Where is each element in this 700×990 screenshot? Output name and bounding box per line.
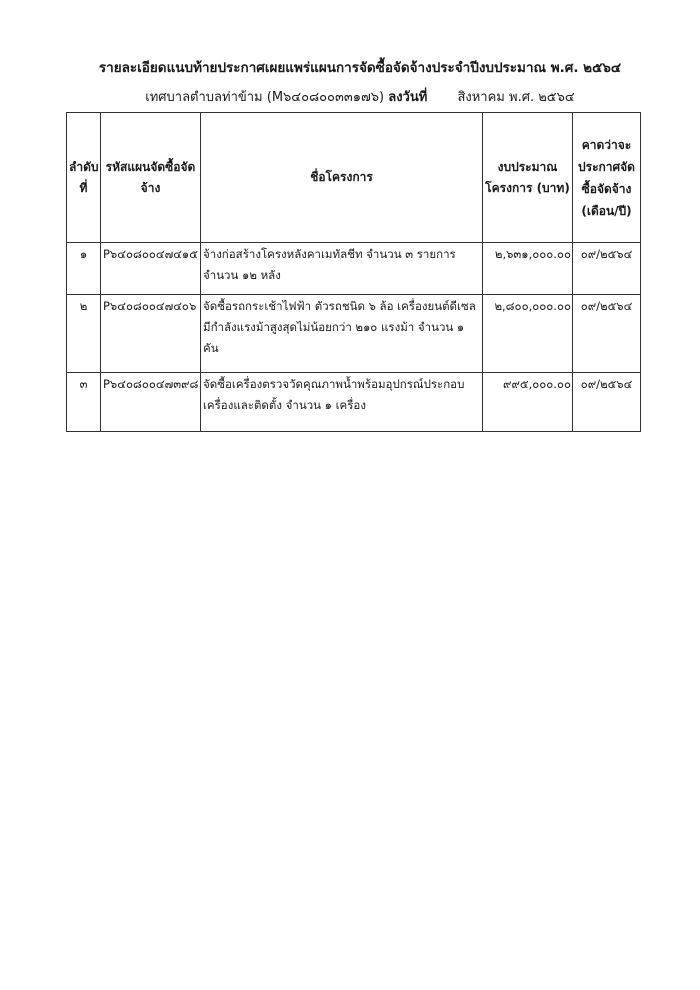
cell-name: จ้างก่อสร้างโครงหลังคาเมทัลชีท จำนวน ๓ รายการ จำนวน ๑๒ หลัง: [201, 243, 483, 295]
table-header-row: [67, 113, 641, 243]
table-row: [67, 373, 641, 432]
col-header-period: คาดว่าจะประกาศจัดซื้อจัดจ้าง (เดือน/ปี): [573, 113, 641, 243]
cell-seq: ๓: [67, 373, 101, 432]
date-label: ลงวันที่: [388, 90, 428, 105]
cell-code: P๖๔๐๘๐๐๔๗๔๑๕: [101, 243, 201, 295]
col-header-code: รหัสแผนจัดซื้อจัดจ้าง: [101, 113, 201, 243]
cell-name: จัดซื้อเครื่องตรวจวัดคุณภาพน้ำพร้อมอุปกรณ์ประกอบ เครื่องและติดตั้ง จำนวน ๑ เครื่อง: [201, 373, 483, 432]
cell-budget: ๙๙๕,๐๐๐.๐๐: [483, 373, 573, 432]
document-title: รายละเอียดแนบท้ายประกาศเผยแพร่แผนการจัดซื้อจัดจ้างประจำปีงบประมาณ พ.ศ. ๒๕๖๔: [98, 60, 622, 76]
col-header-seq: ลำดับที่: [67, 113, 101, 243]
cell-period: ๐๙/๒๕๖๔: [573, 243, 641, 295]
table-row: [67, 243, 641, 295]
cell-seq: ๑: [67, 243, 101, 295]
cell-budget: ๒,๖๓๑,๐๐๐.๐๐: [483, 243, 573, 295]
cell-budget: ๒,๘๐๐,๐๐๐.๐๐: [483, 295, 573, 373]
cell-name: จัดซื้อรถกระเช้าไฟฟ้า ตัวรถชนิด ๖ ล้อ เครื่องยนต์ดีเซล มีกำลังแรงม้าสูงสุดไม่น้อยกว่า ๒๑๐ แรงม้า จำนวน ๑ คัน: [201, 295, 483, 373]
cell-code: P๖๔๐๘๐๐๔๗๓๙๘: [101, 373, 201, 432]
col-header-name: ชื่อโครงการ: [201, 113, 483, 243]
cell-code: P๖๔๐๘๐๐๔๗๔๐๖: [101, 295, 201, 373]
cell-period: ๐๙/๒๕๖๔: [573, 295, 641, 373]
document-subtitle: [60, 88, 660, 108]
agency-name: เทศบาลตำบลท่าข้าม (M๖๔๐๘๐๐๓๓๑๗๖): [145, 90, 385, 105]
procurement-plan-table: [66, 112, 641, 432]
col-header-budget: งบประมาณโครงการ (บาท): [483, 113, 573, 243]
table-row: [67, 295, 641, 373]
cell-period: ๐๙/๒๕๖๔: [573, 373, 641, 432]
date-value: สิงหาคม พ.ศ. ๒๕๖๔: [457, 90, 575, 105]
cell-seq: ๒: [67, 295, 101, 373]
